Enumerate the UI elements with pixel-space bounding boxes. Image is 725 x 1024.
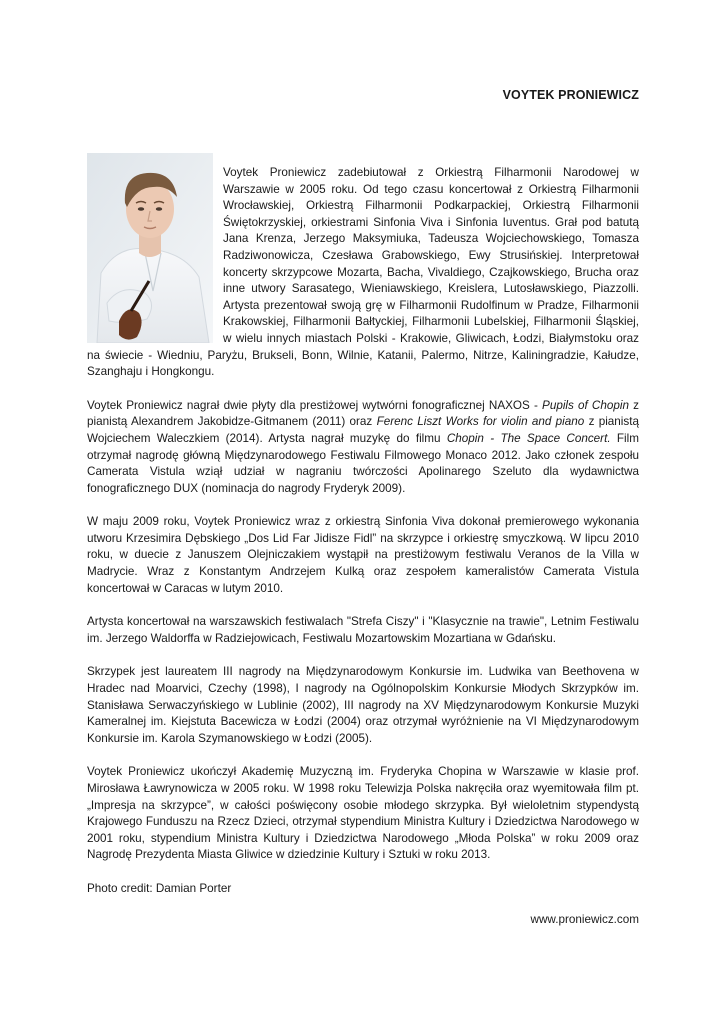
biography-paragraph-debut: Voytek Proniewicz zadebiutował z Orkiestrą Filharmonii Narodowej w Warszawie w 2005 roku. Od tego czasu koncertował z Orkiestrą Filharmonii Wrocławskiej, Orkiestrą Filharmonii Podkarpackiej, Orkiestrą Filharmonii Świętokrzyskiej, orkiestrami Sinfonia Viva i Sinfonia Iuventus. Grał pod batutą Jana Krenza, Jerzego Maksymiuka, Tadeusza Wojciechowskiego, Tomasza Radziwonowicza, Czesława Grabowskiego, Ewy Strusińskiej. Interpretował koncerty skrzypcowe Mozarta, Bacha, Vivaldiego, Czajkowskiego, Brucha oraz inne utwory Sarasatego, Wieniawskiego, Kreislera, Lutosławskiego, Piazzolli. Artysta prezentował swoją grę w Filharmonii Rudolfinum w Pradze, Filharmonii Krakowskiej, Filharmonii Bałtyckiej, Filharmonii Lubelskiej, Filharmonii Śląskiej, w wielu innych miastach Polski - Krakowie, Gliwicach, Łodzi, Białymstoku oraz na świecie - Wiedniu, Paryżu, Brukseli, Bonn, Wilnie, Katanii, Palermo, Nitrze, Kaliningradzie, Kałudze, Szanghaju i Hongkongu. — [87, 166, 639, 379]
portrait-photo-icon — [87, 153, 213, 343]
recordings-text-a: Voytek Proniewicz nagrał dwie płyty dla prestiżowej wytwórni fonograficznej NAXOS - — [87, 398, 543, 412]
biography-paragraph-festivals: Artysta koncertował na warszawskich festiwalach "Strefa Ciszy" i "Klasycznie na trawie", Letnim Festiwalu im. Jerzego Waldorffa w Radziejowicach, Festiwalu Mozartowskim Mozartiana w Gdańsku. — [87, 615, 639, 645]
album-title-pupils-of-chopin: Pupils of Chopin — [542, 398, 629, 412]
recordings-text-e: z pianistą Wojciechem Waleczkiem (2014). Artysta nagrał muzykę do filmu — [87, 415, 639, 445]
film-title-chopin-space-concert: Chopin - The Space Concert. — [446, 431, 611, 445]
biography-paragraph-awards: Skrzypek jest laureatem III nagrody na Międzynarodowym Konkursie im. Ludwika van Beethovena w Hradec nad Moarvici, Czechy (1998), I nagrody na Ogólnopolskim Konkursie Młodych Skrzypków im. Stanisława Serwaczyńskiego w Lublinie (2002), III nagrody na XV Międzynarodowym Konkursie Muzyki Kameralnej im. Kiejstuta Bacewicza w Łodzi (2004) oraz otrzymał wyróżnienie na VI Międzynarodowym Konkursie im. Karola Szymanowskiego w Łodzi (2005). — [87, 665, 639, 745]
recordings-text-c: z pianistą Alexandrem Jakobidze-Gitmanem (2011) oraz — [87, 398, 639, 429]
website-link[interactable]: www.proniewicz.com — [530, 912, 639, 926]
biography-content — [87, 153, 639, 928]
biography-paragraph-recordings — [87, 398, 639, 498]
photo-credit: Photo credit: Damian Porter — [87, 881, 232, 895]
album-title-ferenc-liszt: Ferenc Liszt Works for violin and piano — [376, 415, 585, 429]
biography-paragraph-premieres: W maju 2009 roku, Voytek Proniewicz wraz z orkiestrą Sinfonia Viva dokonał premierowego wykonania utworu Krzesimira Dębskiego „Dos Lid Far Jidisze Fidl” na skrzypce i orkiestrę smyczkową. W lipcu 2010 roku, w duecie z Januszem Olejniczakiem wystąpił na prestiżowym festiwalu Veranos de la Villa w Madrycie. Wraz z Konstantym Andrzejem Kulką oraz zespołem kameralistów Camerata Vistula koncertował w Caracas w lutym 2010. — [87, 515, 639, 595]
portrait-illustration — [87, 153, 213, 343]
recordings-text-g: Film otrzymał nagrodę główną Międzynarodowego Festiwalu Filmowego Monaco 2012. Jako członek zespołu Camerata Vistula wziął udział w nagraniu twórczości Apolinarego Szeluto dla wydawnictwa fonograficznego DUX (nominacja do nagrody Fryderyk 2009). — [87, 431, 639, 495]
page-title: VOYTEK PRONIEWICZ — [502, 88, 639, 102]
biography-paragraph-education: Voytek Proniewicz ukończył Akademię Muzyczną im. Fryderyka Chopina w Warszawie w klasie prof. Mirosława Ławrynowicza w 2005 roku. W 1998 roku Telewizja Polska nakręciła oraz wyemitowała film pt. „Impresja na skrzypce”, w całości poświęcony osobie młodego skrzypka. Był wieloletnim stypendystą Krajowego Funduszu na Rzecz Dzieci, otrzymał stypendium Ministra Kultury i Dziedzictwa Narodowego w 2001 roku, stypendium Ministra Kultury i Dziedzictwa Narodowego „Młoda Polska” w roku 2009 oraz Nagrodę Prezydenta Miasta Gliwice w dziedzinie Kultury i Sztuki w roku 2013. — [87, 765, 639, 862]
